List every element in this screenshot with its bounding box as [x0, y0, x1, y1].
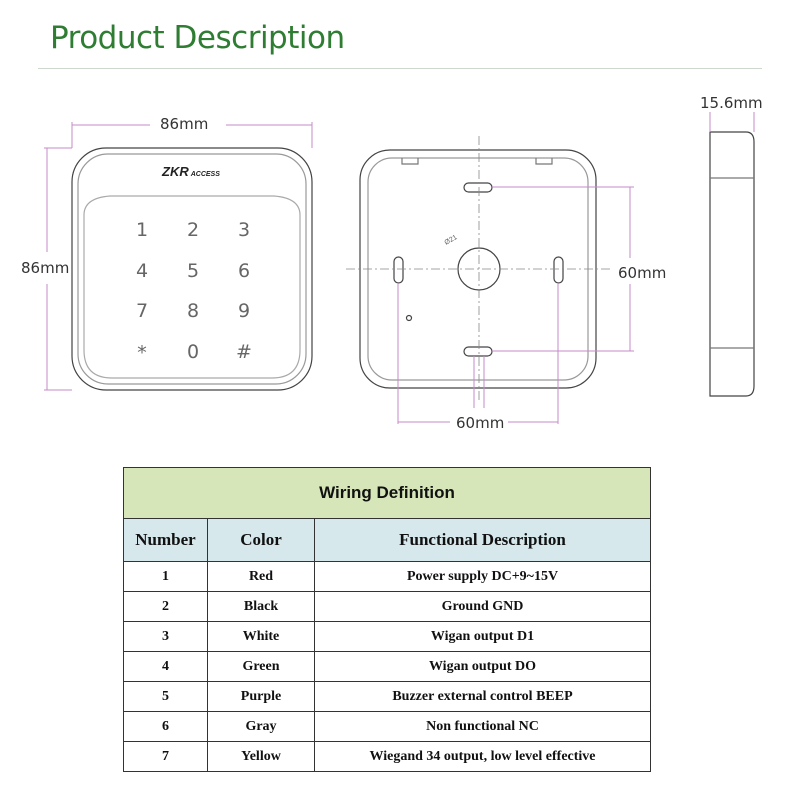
row-number: 6 [124, 712, 208, 742]
row-description: Buzzer external control BEEP [315, 682, 651, 712]
column-header-number: Number [124, 519, 208, 562]
key-star: * [137, 342, 147, 364]
row-number: 4 [124, 652, 208, 682]
row-color: Gray [208, 712, 315, 742]
key-4: 4 [135, 260, 149, 282]
table-row [124, 742, 651, 772]
column-header-description: Functional Description [315, 519, 651, 562]
row-description: Wigan output D1 [315, 622, 651, 652]
key-1: 1 [135, 219, 149, 241]
row-description: Ground GND [315, 592, 651, 622]
back-centerlines [346, 136, 612, 402]
hole-diameter-note: Ø21 [443, 234, 459, 247]
side-depth-label: 15.6mm [700, 94, 763, 112]
key-6: 6 [237, 260, 251, 282]
key-8: 8 [186, 300, 200, 322]
page-title: Product Description [50, 20, 345, 56]
wiring-table [123, 467, 651, 772]
back-height-label: 60mm [618, 264, 667, 282]
key-2: 2 [186, 219, 200, 241]
row-color: Black [208, 592, 315, 622]
brand-logo: ZKR ACCESS [162, 164, 220, 179]
table-row [124, 652, 651, 682]
row-number: 3 [124, 622, 208, 652]
row-color: White [208, 622, 315, 652]
row-number: 2 [124, 592, 208, 622]
front-width-label: 86mm [160, 115, 209, 133]
key-hash: # [236, 341, 252, 363]
table-row [124, 682, 651, 712]
column-header-color: Color [208, 519, 315, 562]
front-height-label: 86mm [21, 259, 70, 277]
row-description: Wiegand 34 output, low level effective [315, 742, 651, 772]
title-divider [38, 68, 762, 69]
key-5: 5 [186, 260, 200, 282]
table-caption: Wiring Definition [124, 468, 651, 519]
table-row [124, 712, 651, 742]
row-number: 5 [124, 682, 208, 712]
row-number: 1 [124, 562, 208, 592]
row-description: Power supply DC+9~15V [315, 562, 651, 592]
product-drawing [0, 80, 800, 440]
key-9: 9 [237, 300, 251, 322]
key-0: 0 [186, 341, 200, 363]
row-color: Green [208, 652, 315, 682]
row-description: Wigan output DO [315, 652, 651, 682]
row-number: 7 [124, 742, 208, 772]
table-row [124, 592, 651, 622]
row-description: Non functional NC [315, 712, 651, 742]
table-row [124, 562, 651, 592]
side-dimension-lines [710, 112, 754, 132]
row-color: Yellow [208, 742, 315, 772]
key-7: 7 [135, 300, 149, 322]
row-color: Red [208, 562, 315, 592]
keypad [136, 219, 252, 364]
key-3: 3 [237, 219, 251, 241]
row-color: Purple [208, 682, 315, 712]
side-view [710, 132, 754, 396]
table-row [124, 622, 651, 652]
back-width-label: 60mm [456, 414, 505, 432]
